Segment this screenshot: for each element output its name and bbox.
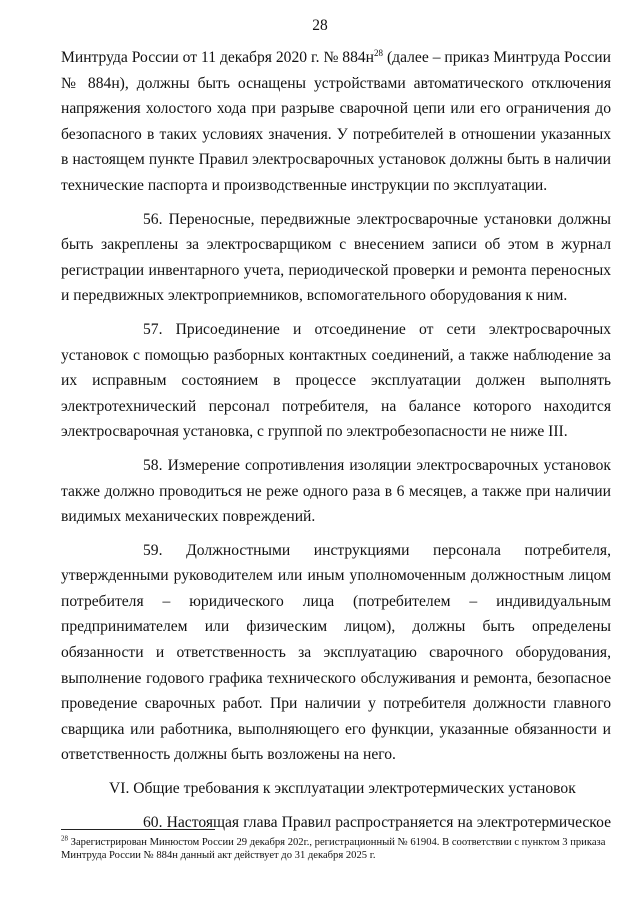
item-text: Переносные, передвижные электросварочные установки должны быть закреплены за электросварщиком с внесением записи об этом в журнал регистрации инвентарного учета, периодической проверки и ремонта переносных и передвижных электроприемников, вспомогательного оборудования к ним. xyxy=(61,210,611,305)
footnote-divider xyxy=(61,829,215,830)
item-number: 57. xyxy=(143,320,163,338)
item-58 xyxy=(61,453,611,530)
footnote-text: Зарегистрирован Минюстом России 29 декабря 202г., регистрационный № 61904. В соответствии с пунктом 3 приказа Минтруда России № 884н данный акт действует до 31 декабря 2025 г. xyxy=(61,837,606,861)
page-number: 28 xyxy=(312,17,328,34)
item-text: Измерение сопротивления изоляции электросварочных установок также должно проводиться не реже одного раза в 6 месяцев, а также при наличии видимых механических повреждений. xyxy=(61,456,611,526)
footnote-reference[interactable]: 28 xyxy=(374,47,384,58)
item-number: 59. xyxy=(143,541,163,559)
footnote-marker: 28 xyxy=(61,834,68,843)
intro-text-start: Минтруда России от 11 декабря 2020 г. № 884н xyxy=(61,49,375,66)
item-57 xyxy=(61,317,611,445)
intro-paragraph xyxy=(61,45,611,199)
item-text: Должностными инструкциями персонала потребителя, утвержденными руководителем или иным уполномоченным должностным лицом потребителя – юридического лица (потребителем – индивидуальным предпринимателем или физическим лицом), должны быть определены обязанности и ответственность за эксплуатацию сварочного оборудования, выполнение годового графика технического обслуживания и ремонта, безопасное проведение сварочных работ. При наличии у потребителя должности главного сварщика или работника, выполняющего его функции, указанные обязанности и ответственность должны быть возложены на него. xyxy=(61,541,611,764)
item-text: Настоящая глава Правил распространяется на электротермическое xyxy=(166,813,611,831)
footnote xyxy=(61,836,611,862)
intro-text-end: (далее – приказ Минтруда России № 884н), должны быть оснащены устройствами автоматического отключения напряжения холостого хода при разрыве сварочной цепи или его ограничения до безопасного в таких условиях значения. У потребителей в отношении указанных в настоящем пункте Правил электросварочных установок должны быть в наличии технические паспорта и производственные инструкции по эксплуатации. xyxy=(61,49,611,194)
item-60 xyxy=(61,810,611,836)
item-number: 60. xyxy=(143,813,163,831)
item-number: 56. xyxy=(143,210,163,228)
section-heading: VI. Общие требования к эксплуатации электротермических установок xyxy=(109,780,576,798)
item-56 xyxy=(61,207,611,309)
item-text: Присоединение и отсоединение от сети электросварочных установок с помощью разборных контактных соединений, а также наблюдение за их исправным состоянием в процессе эксплуатации должен выполнять электротехнический персонал потребителя, на балансе которого находится электросварочная установка, с группой по электробезопасности не ниже III. xyxy=(61,320,612,441)
item-number: 58. xyxy=(143,456,163,474)
item-59 xyxy=(61,538,611,768)
document-body xyxy=(61,45,611,843)
